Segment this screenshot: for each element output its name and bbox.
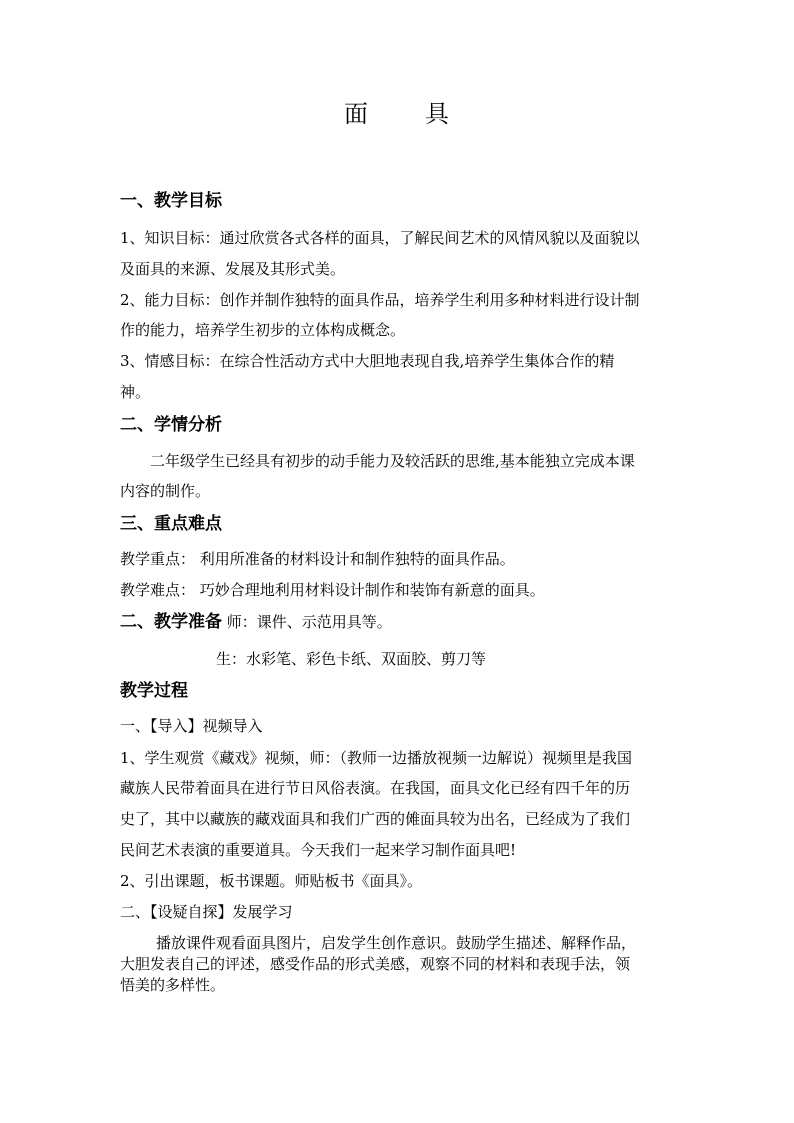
step1-title: 一、【导入】视频导入 <box>120 717 263 735</box>
step1-para-2: 2、引出课题，板书课题。师贴板书《面具》。 <box>120 872 423 890</box>
section-heading-objectives: 一、教学目标 <box>120 191 222 211</box>
objective-knowledge-line-2: 及面具的来源、发展及其形式美。 <box>120 260 346 278</box>
objective-emotion-line-1: 3、情感目标：在综合性活动方式中大胆地表现自我,培养学生集体合作的精 <box>120 352 615 370</box>
page-title <box>0 98 794 130</box>
preparation-teacher: 师：课件、示范用具等。 <box>226 613 392 631</box>
objective-emotion-line-2: 神。 <box>120 383 151 401</box>
title-char-1: 面 <box>344 100 369 128</box>
title-char-2: 具 <box>425 100 450 128</box>
objective-ability-line-2: 作的能力，培养学生初步的立体构成概念。 <box>120 321 406 339</box>
step1-para-line-3: 史了，其中以藏族的藏戏面具和我们广西的傩面具较为出名，已经成为了我们 <box>120 810 631 828</box>
section-heading-process: 教学过程 <box>120 681 188 701</box>
step2-title: 二、【设疑自探】发展学习 <box>120 903 293 921</box>
preparation-line <box>120 612 392 632</box>
step1-para-line-2: 藏族人民带着面具在进行节日风俗表演。在我国，面具文化已经有四千年的历 <box>120 779 631 797</box>
step1-para-line-1: 1、学生观赏《藏戏》视频，师：（教师一边播放视频一边解说）视频里是我国 <box>120 749 633 767</box>
step2-line-1: 播放课件观看面具图片，启发学生创作意识。鼓励学生描述、解释作品， <box>156 934 637 952</box>
key-point-line: 教学重点： 利用所准备的材料设计和制作独特的面具作品。 <box>120 550 515 568</box>
difficulty-line: 教学难点： 巧妙合理地利用材料设计制作和装饰有新意的面具。 <box>120 581 545 599</box>
section-heading-analysis: 二、学情分析 <box>120 415 222 435</box>
analysis-line-2: 内容的制作。 <box>120 482 211 500</box>
step2-line-2: 大胆发表自己的评述，感受作品的形式美感，观察不同的材料和表现手法，领 <box>120 955 631 973</box>
objective-knowledge-line-1: 1、知识目标：通过欣赏各式各样的面具，了解民间艺术的风情风貌以及面貌以 <box>120 229 640 247</box>
objective-ability-line-1: 2、能力目标：创作并制作独特的面具作品，培养学生利用多种材料进行设计制 <box>120 291 640 309</box>
analysis-line-1: 二年级学生已经具有初步的动手能力及较活跃的思维,基本能独立完成本课 <box>150 452 635 470</box>
preparation-student: 生：水彩笔、彩色卡纸、双面胶、剪刀等 <box>216 650 487 668</box>
section-heading-preparation: 二、教学准备 <box>120 612 222 632</box>
step2-line-3: 悟美的多样性。 <box>120 976 226 994</box>
step1-para-line-4: 民间艺术表演的重要道具。今天我们一起来学习制作面具吧! <box>120 841 517 859</box>
section-heading-key-points: 三、重点难点 <box>120 514 222 534</box>
